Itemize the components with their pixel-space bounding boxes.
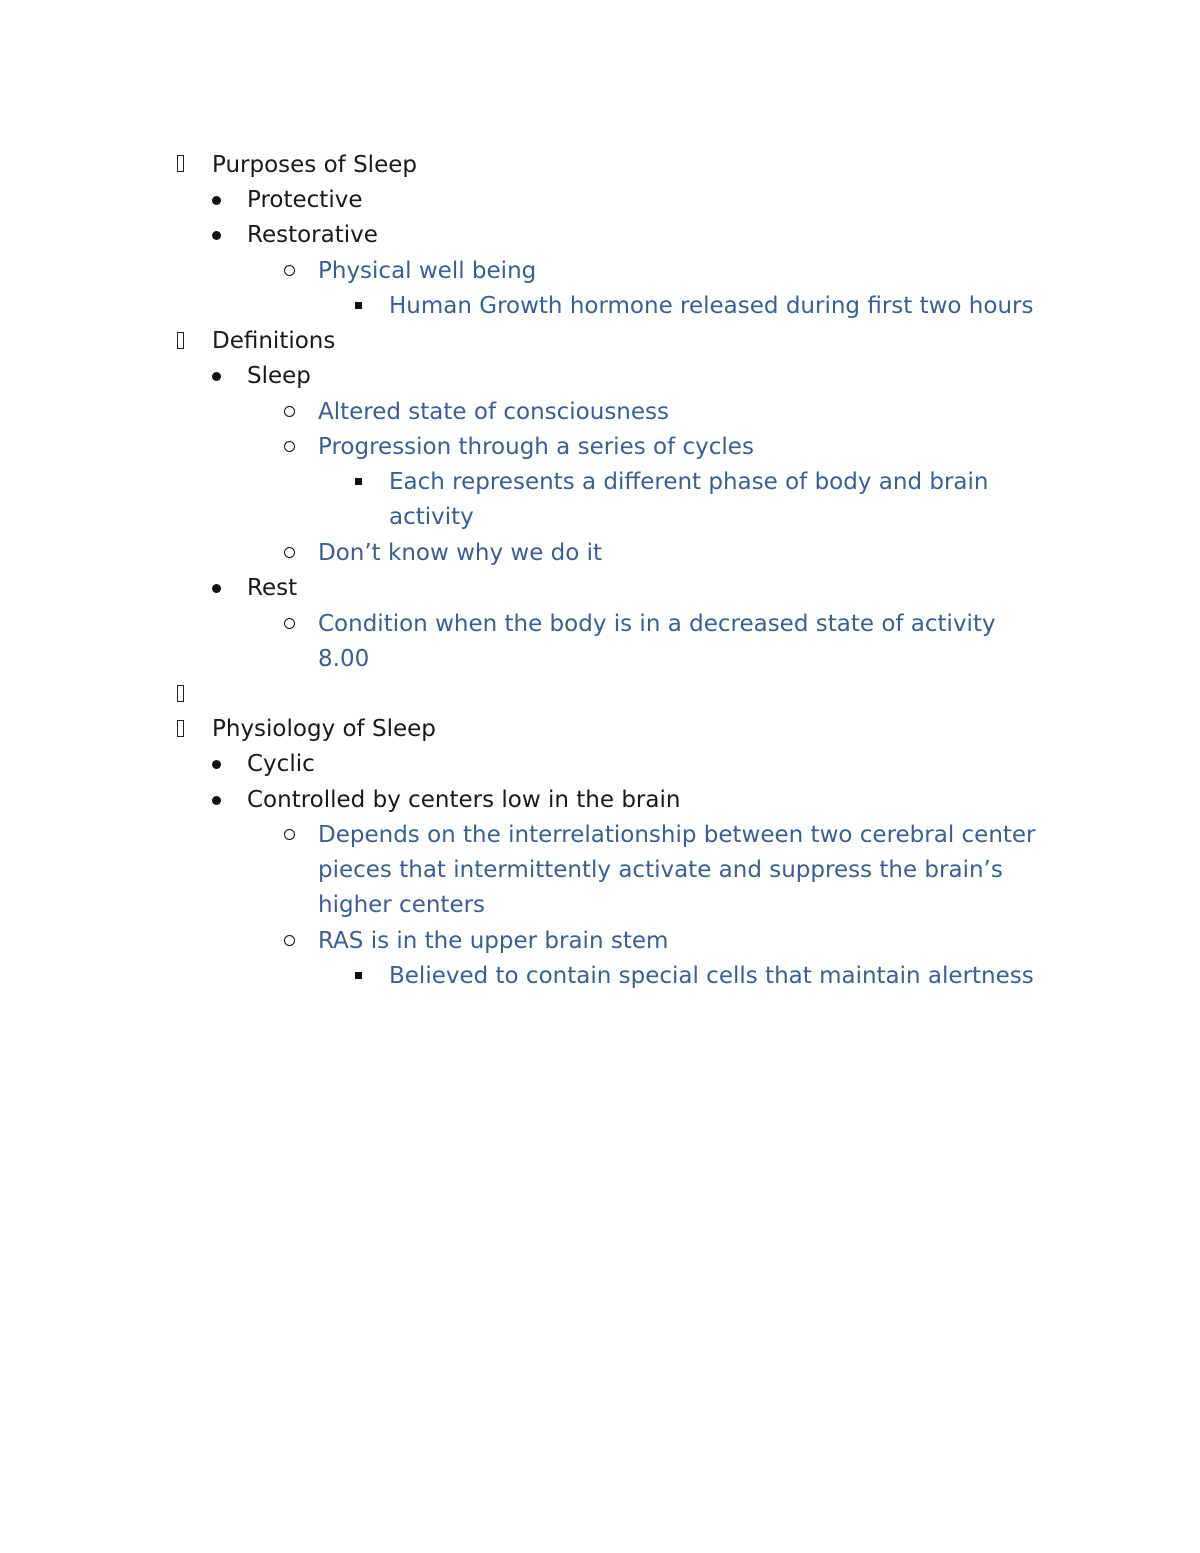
item-protective: Protective — [247, 187, 363, 213]
heading-definitions: Definitions — [212, 328, 336, 354]
level1-box-bullet-icon — [177, 155, 184, 172]
item-cyclic: Cyclic — [247, 751, 315, 777]
item-sleep: Sleep — [247, 363, 311, 389]
note-dont-know-why: Don’t know why we do it — [318, 540, 603, 566]
item-rest: Rest — [247, 575, 298, 601]
level1-box-bullet-icon — [177, 685, 184, 702]
note-human-growth-hormone: Human Growth hormone released during first two hours — [389, 293, 1034, 319]
bullet-dot-icon — [212, 372, 221, 381]
note-progression-cycles: Progression through a series of cycles — [318, 434, 754, 460]
bullet-circle-icon — [284, 265, 295, 276]
level1-box-bullet-icon — [177, 332, 184, 349]
note-condition-line2: 8.00 — [318, 646, 370, 672]
note-physical-well-being: Physical well being — [318, 258, 537, 284]
item-restorative: Restorative — [247, 222, 378, 248]
bullet-dot-icon — [212, 231, 221, 240]
note-condition-line1: Condition when the body is in a decreased state of activity — [318, 611, 996, 637]
bullet-dot-icon — [212, 760, 221, 769]
bullet-circle-icon — [284, 935, 295, 946]
note-believed-special-cells: Believed to contain special cells that maintain alertness — [389, 963, 1034, 989]
bullet-square-icon — [355, 302, 362, 309]
bullet-circle-icon — [284, 547, 295, 558]
bullet-circle-icon — [284, 618, 295, 629]
bullet-circle-icon — [284, 829, 295, 840]
heading-purposes-of-sleep: Purposes of Sleep — [212, 152, 417, 178]
note-depends-line3: higher centers — [318, 892, 486, 918]
note-depends-line1: Depends on the interrelationship between two cerebral center — [318, 822, 1036, 848]
bullet-dot-icon — [212, 584, 221, 593]
bullet-square-icon — [355, 972, 362, 979]
level1-box-bullet-icon — [177, 720, 184, 737]
note-depends-line2: pieces that intermittently activate and suppress the brain’s — [318, 857, 1003, 883]
item-controlled-by-centers: Controlled by centers low in the brain — [247, 787, 681, 813]
bullet-dot-icon — [212, 796, 221, 805]
note-altered-state: Altered state of consciousness — [318, 399, 669, 425]
heading-physiology-of-sleep: Physiology of Sleep — [212, 716, 436, 742]
bullet-circle-icon — [284, 441, 295, 452]
bullet-square-icon — [355, 478, 362, 485]
note-ras-upper-brain-stem: RAS is in the upper brain stem — [318, 928, 669, 954]
note-each-represents-line1: Each represents a different phase of body and brain — [389, 469, 989, 495]
bullet-dot-icon — [212, 196, 221, 205]
bullet-circle-icon — [284, 406, 295, 417]
note-each-represents-line2: activity — [389, 504, 474, 530]
